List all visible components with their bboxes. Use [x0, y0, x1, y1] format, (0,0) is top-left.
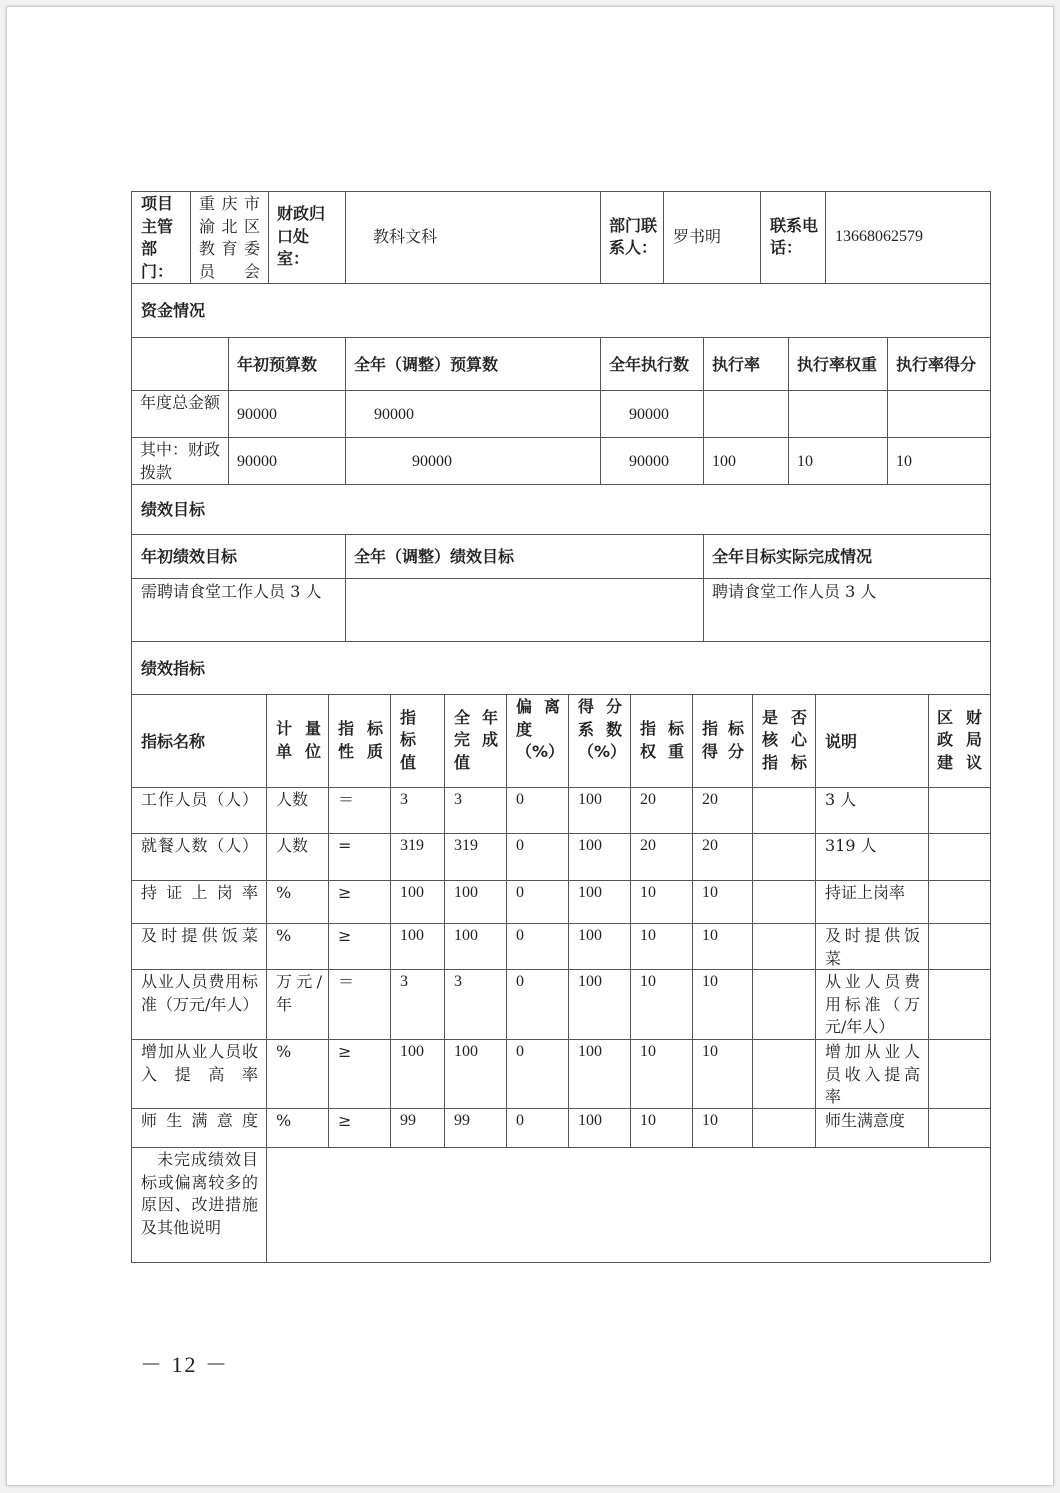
ind-cell-advice [928, 1039, 990, 1108]
ind-cell-target: 100 [400, 884, 424, 901]
ind-cell-name: 及时提供饭菜 [141, 926, 258, 945]
funds-cell: 90000 [629, 452, 669, 470]
goals-header-actual: 全年目标实际完成情况 [712, 547, 873, 567]
ind-cell-weight: 20 [640, 837, 656, 854]
funds-cell: 100 [712, 452, 736, 470]
funds-cell [788, 390, 887, 437]
ind-cell-nature: ＝ [338, 972, 355, 991]
ind-cell-core [752, 833, 815, 880]
funds-cell: 90000 [412, 452, 452, 470]
ind-cell-weight: 10 [640, 973, 656, 990]
ind-cell-core [752, 787, 815, 833]
ind-cell-coef: 100 [578, 791, 602, 808]
page-number: － 12 － [140, 1352, 230, 1377]
funds-header-adjusted-budget: 全年（调整）预算数 [354, 354, 499, 374]
ind-cell-note: 3 人 [825, 790, 857, 809]
goals-adjusted-value [345, 578, 703, 641]
funds-cell: 10 [896, 452, 912, 470]
funds-row-label: 年度总金额 [140, 393, 221, 412]
ind-cell-advice [928, 787, 990, 833]
ind-cell-actual: 100 [454, 1043, 478, 1060]
ind-cell-weight: 20 [640, 791, 656, 808]
ind-cell-dev: 0 [516, 791, 524, 808]
ind-cell-coef: 100 [578, 837, 602, 854]
ind-cell-weight: 10 [640, 1043, 656, 1060]
funds-cell: 90000 [629, 405, 669, 423]
ind-cell-coef: 100 [578, 973, 602, 990]
ind-cell-score: 10 [702, 1043, 718, 1060]
funds-row-label: 其中：财政拨款 [140, 440, 221, 482]
ind-cell-core [752, 923, 815, 969]
goals-initial-value: 需聘请食堂工作人员 3 人 [141, 582, 322, 601]
ind-cell-score: 20 [702, 791, 718, 808]
funds-header-rate-weight: 执行率权重 [797, 354, 878, 374]
ind-cell-score: 10 [702, 927, 718, 944]
ind-header-coefficient: 得分系数（%） [578, 697, 627, 761]
ind-cell-unit: 人数 [276, 790, 309, 809]
ind-cell-name: 就餐人数（人） [141, 836, 258, 855]
ind-cell-advice [928, 923, 990, 969]
dept-label: 项目主管部门： [141, 194, 174, 281]
goals-header-initial: 年初绩效目标 [141, 547, 238, 567]
ind-cell-nature: = [338, 836, 352, 855]
ind-cell-core [752, 1108, 815, 1147]
ind-cell-dev: 0 [516, 973, 524, 990]
ind-cell-name: 持证上岗率 [141, 883, 258, 902]
ind-cell-note: 师生满意度 [825, 1111, 906, 1130]
phone-label: 联系电话： [770, 215, 819, 257]
ind-cell-target: 100 [400, 1043, 424, 1060]
ind-cell-target: 3 [400, 791, 408, 808]
ind-header-name: 指标名称 [141, 731, 206, 751]
goals-section-title: 绩效目标 [141, 500, 206, 520]
phone-value: 13668062579 [835, 227, 923, 245]
ind-cell-advice [928, 833, 990, 880]
ind-cell-note: 及时提供饭菜 [825, 926, 920, 968]
ind-cell-target: 100 [400, 927, 424, 944]
ind-cell-target: 3 [400, 973, 408, 990]
ind-cell-target: 99 [400, 1112, 416, 1129]
ind-cell-unit: % [276, 1111, 292, 1130]
ind-cell-advice [928, 1108, 990, 1147]
ind-cell-name: 增加从业人员收入提高率 [141, 1042, 258, 1084]
goals-actual-value: 聘请食堂工作人员 3 人 [712, 582, 877, 601]
ind-cell-nature: ≥ [338, 883, 352, 902]
funds-cell: 10 [797, 452, 813, 470]
ind-cell-nature: ≥ [338, 1042, 352, 1061]
ind-cell-score: 10 [702, 973, 718, 990]
ind-header-nature: 指标性质 [338, 719, 383, 761]
ind-cell-coef: 100 [578, 927, 602, 944]
ind-cell-core [752, 969, 815, 1039]
ind-cell-unit: 万元/年 [276, 972, 322, 1014]
funds-section-title: 资金情况 [141, 301, 206, 321]
ind-cell-coef: 100 [578, 884, 602, 901]
contact-label: 部门联系人： [609, 215, 658, 257]
ind-cell-weight: 10 [640, 884, 656, 901]
ind-header-advice: 区财政局建议 [937, 707, 982, 772]
funds-header-executed: 全年执行数 [609, 354, 690, 374]
ind-cell-actual: 100 [454, 927, 478, 944]
contact-value: 罗书明 [673, 226, 722, 246]
ind-cell-name: 师生满意度 [141, 1111, 258, 1130]
ind-cell-core [752, 880, 815, 923]
ind-cell-target: 319 [400, 837, 424, 854]
ind-cell-advice [928, 880, 990, 923]
ind-cell-nature: ≥ [338, 1111, 352, 1130]
funds-cell: 90000 [374, 405, 414, 423]
ind-cell-dev: 0 [516, 1112, 524, 1129]
ind-cell-unit: 人数 [276, 836, 309, 855]
ind-cell-actual: 3 [454, 791, 462, 808]
ind-cell-dev: 0 [516, 927, 524, 944]
ind-header-core: 是否核心指标 [762, 707, 807, 772]
finance-label: 财政归口处室： [277, 204, 326, 269]
ind-cell-weight: 10 [640, 1112, 656, 1129]
ind-header-note: 说明 [825, 731, 858, 751]
ind-header-unit: 计量单位 [276, 719, 321, 761]
ind-header-score: 指标得分 [702, 719, 744, 761]
dept-value: 重庆市渝北区教育委员会 [199, 194, 260, 281]
ind-footer-value [266, 1147, 990, 1262]
ind-cell-unit: % [276, 883, 292, 902]
ind-cell-note: 增加从业人员收入提高率 [825, 1042, 920, 1106]
ind-cell-coef: 100 [578, 1112, 602, 1129]
ind-cell-score: 10 [702, 1112, 718, 1129]
ind-cell-dev: 0 [516, 884, 524, 901]
funds-cell [887, 390, 990, 437]
funds-header-initial-budget: 年初预算数 [237, 354, 318, 374]
ind-header-weight: 指标权重 [640, 719, 684, 761]
ind-cell-nature: ＝ [338, 790, 355, 809]
ind-header-actual: 全年完成值 [454, 707, 498, 772]
ind-cell-advice [928, 969, 990, 1039]
ind-cell-score: 10 [702, 884, 718, 901]
ind-cell-actual: 100 [454, 884, 478, 901]
ind-cell-actual: 3 [454, 973, 462, 990]
ind-cell-dev: 0 [516, 837, 524, 854]
ind-cell-name: 从业人员费用标准（万元/年人） [141, 972, 259, 1014]
ind-cell-unit: % [276, 1042, 292, 1061]
ind-cell-nature: ≥ [338, 926, 352, 945]
ind-footer-label: 未完成绩效目标或偏离较多的原因、改进措施及其他说明 [141, 1150, 258, 1237]
ind-cell-dev: 0 [516, 1043, 524, 1060]
ind-cell-core [752, 1039, 815, 1108]
ind-header-target: 指标值 [400, 707, 417, 772]
funds-header-rate-score: 执行率得分 [896, 354, 977, 374]
ind-cell-coef: 100 [578, 1043, 602, 1060]
ind-cell-actual: 99 [454, 1112, 470, 1129]
funds-cell: 90000 [237, 452, 277, 470]
funds-cell [703, 390, 788, 437]
ind-cell-note: 319 人 [825, 836, 877, 855]
indicators-section-title: 绩效指标 [141, 658, 206, 678]
ind-cell-score: 20 [702, 837, 718, 854]
finance-value: 教科文科 [373, 226, 438, 246]
ind-header-deviation: 偏离度（%） [516, 697, 565, 761]
goals-header-adjusted: 全年（调整）绩效目标 [354, 547, 515, 567]
ind-cell-name: 工作人员（人） [141, 790, 258, 809]
ind-cell-weight: 10 [640, 927, 656, 944]
funds-cell: 90000 [237, 405, 277, 423]
ind-cell-actual: 319 [454, 837, 478, 854]
ind-cell-note: 持证上岗率 [825, 883, 906, 902]
ind-cell-note: 从业人员费用标准（万元/年人） [825, 972, 920, 1036]
funds-header-exec-rate: 执行率 [712, 354, 761, 374]
ind-cell-unit: % [276, 926, 292, 945]
